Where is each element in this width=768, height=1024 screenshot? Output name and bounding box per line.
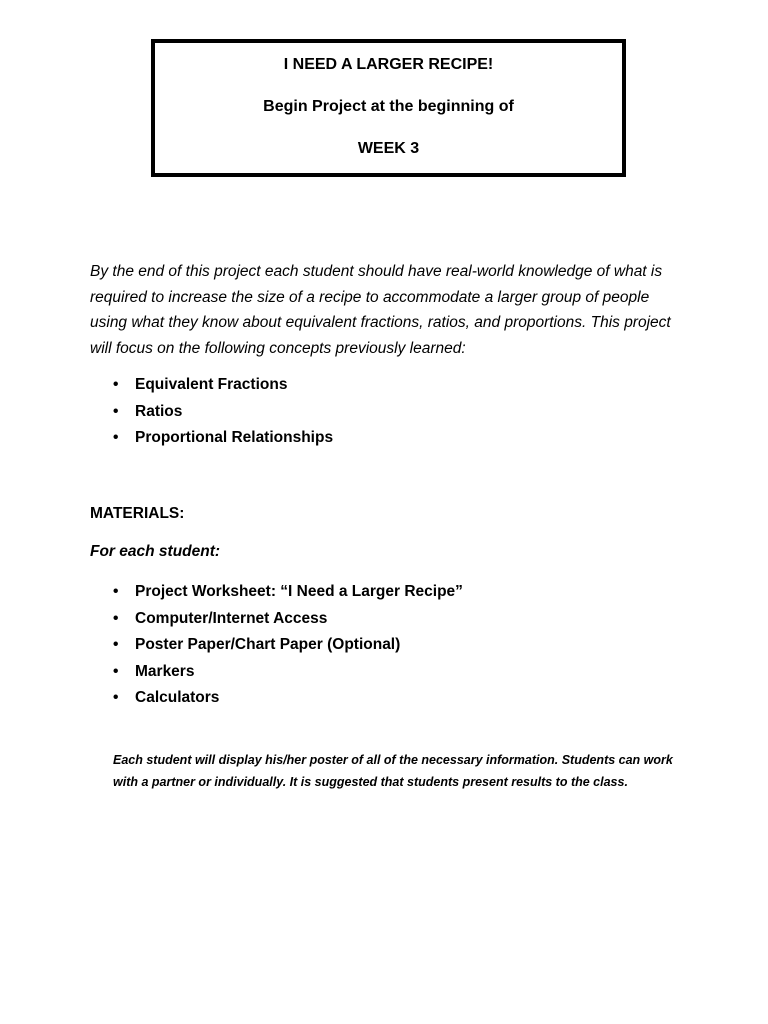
bullet-icon: •: [113, 583, 119, 600]
material-label: Calculators: [135, 689, 220, 706]
document-title: I NEED A LARGER RECIPE!: [283, 56, 494, 73]
material-label: Computer/Internet Access: [135, 609, 328, 627]
material-label: Markers: [135, 662, 195, 680]
instructions-note: Each student will display his/her poster of all of the necessary information. Students can work with a partner or individually. It is suggested that students present results to the class.: [113, 753, 673, 789]
material-label: Project Worksheet: “I Need a Larger Recipe”: [135, 583, 463, 600]
list-item: [90, 685, 463, 712]
title-box: [151, 39, 626, 177]
list-item: [90, 606, 463, 633]
bullet-icon: •: [113, 636, 119, 653]
list-item: [90, 425, 333, 452]
document-subtitle: Begin Project at the beginning of: [263, 98, 514, 115]
concept-label: Proportional Relationships: [135, 429, 334, 446]
material-label: Poster Paper/Chart Paper (Optional): [135, 636, 401, 653]
bullet-icon: •: [113, 689, 119, 706]
concept-label: Equivalent Fractions: [135, 376, 288, 393]
materials-heading: MATERIALS:: [90, 505, 185, 522]
concepts-list: [90, 372, 333, 452]
bullet-icon: •: [113, 662, 119, 680]
list-item: [90, 659, 463, 686]
list-item: [90, 399, 333, 426]
intro-paragraph: By the end of this project each student should have real-world knowledge of what is required to increase the size of a recipe to accommodate a larger group of people using what they know about equivalent fractions, ratios, and proportions. This project will focus on the following concepts previously learned:: [90, 263, 671, 357]
bullet-icon: •: [113, 429, 119, 446]
bullet-icon: •: [113, 402, 119, 420]
bullet-icon: •: [113, 376, 119, 393]
concept-label: Ratios: [135, 402, 183, 420]
materials-subheading: For each student:: [90, 543, 221, 560]
materials-list: [90, 579, 463, 712]
bullet-icon: •: [113, 609, 119, 627]
list-item: [90, 632, 463, 659]
week-label: WEEK 3: [357, 140, 420, 157]
list-item: [90, 579, 463, 606]
list-item: [90, 372, 333, 399]
